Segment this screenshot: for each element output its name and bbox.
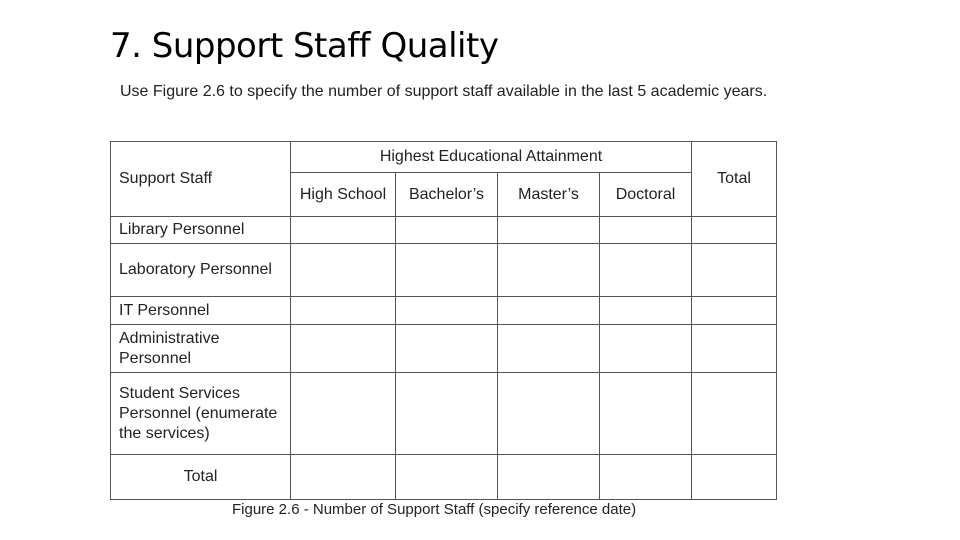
input-cell[interactable] [600,217,692,244]
total-column-header: Total [692,142,777,217]
table-row [111,373,777,455]
input-cell[interactable] [600,244,692,297]
column-header-masters: Master’s [498,173,600,217]
input-cell[interactable] [498,373,600,455]
input-cell[interactable] [291,373,396,455]
table-row [111,217,777,244]
column-header-doctoral: Doctoral [600,173,692,217]
input-cell[interactable] [396,325,498,373]
input-cell[interactable] [692,325,777,373]
row-label-library: Library Personnel [111,217,291,244]
row-label-laboratory: Laboratory Personnel [111,244,291,297]
input-cell[interactable] [498,455,600,500]
column-header-bachelors: Bachelor’s [396,173,498,217]
input-cell[interactable] [692,373,777,455]
input-cell[interactable] [291,455,396,500]
input-cell[interactable] [291,244,396,297]
input-cell[interactable] [498,244,600,297]
table-header-row [111,142,777,173]
input-cell[interactable] [291,325,396,373]
attainment-group-header: Highest Educational Attainment [291,142,692,173]
input-cell[interactable] [396,297,498,325]
slide-title: 7. Support Staff Quality [110,26,499,66]
instruction-text: Use Figure 2.6 to specify the number of support staff available in the last 5 academic years. [120,83,768,100]
row-label-administrative: Administrative Personnel [111,325,291,373]
table-row [111,244,777,297]
input-cell[interactable] [692,244,777,297]
input-cell[interactable] [600,297,692,325]
input-cell[interactable] [498,325,600,373]
input-cell[interactable] [692,297,777,325]
input-cell[interactable] [396,244,498,297]
table-total-row [111,455,777,500]
input-cell[interactable] [600,455,692,500]
input-cell[interactable] [396,373,498,455]
input-cell[interactable] [692,217,777,244]
row-label-it: IT Personnel [111,297,291,325]
input-cell[interactable] [291,217,396,244]
input-cell[interactable] [600,325,692,373]
figure-caption: Figure 2.6 - Number of Support Staff (specify reference date) [232,501,637,518]
table-row [111,297,777,325]
input-cell[interactable] [396,455,498,500]
input-cell[interactable] [498,217,600,244]
row-label-student-services: Student Services Personnel (enumerate the services) [111,373,291,455]
input-cell[interactable] [600,373,692,455]
support-staff-header: Support Staff [111,142,291,217]
input-cell[interactable] [291,297,396,325]
column-header-high-school: High School [291,173,396,217]
input-cell[interactable] [692,455,777,500]
input-cell[interactable] [396,217,498,244]
row-label-total: Total [111,455,291,500]
support-staff-table [110,141,777,500]
table-row [111,325,777,373]
input-cell[interactable] [498,297,600,325]
